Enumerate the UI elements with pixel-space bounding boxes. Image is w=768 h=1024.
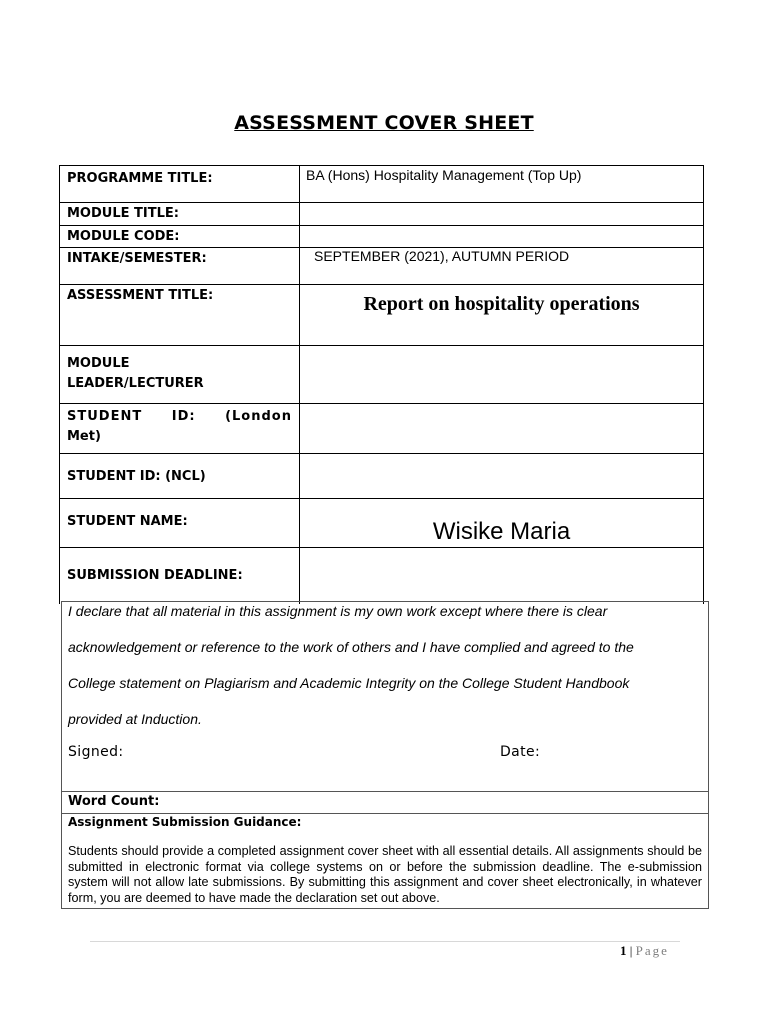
student-id-ncl-row xyxy=(59,454,704,499)
page-footer xyxy=(620,943,669,959)
module-leader-label-line2: LEADER/LECTURER xyxy=(67,376,204,391)
student-id-london-label-line1 xyxy=(67,407,292,427)
student-id-ncl-label: STUDENT ID: (NCL) xyxy=(60,454,300,498)
module-title-row xyxy=(59,203,704,226)
student-id-london-label-line2: Met) xyxy=(67,429,101,444)
declaration-line: provided at Induction. xyxy=(68,711,202,727)
module-code-row xyxy=(59,226,704,248)
intake-semester-value[interactable]: SEPTEMBER (2021), AUTUMN PERIOD xyxy=(314,248,570,264)
module-code-value[interactable] xyxy=(300,226,703,247)
declaration-text xyxy=(62,602,708,746)
date-label: Date: xyxy=(500,744,541,760)
footer-separator: | xyxy=(629,943,633,958)
programme-title-value[interactable]: BA (Hons) Hospitality Management (Top Up) xyxy=(306,167,582,183)
student-id-london-word1: STUDENT xyxy=(67,409,143,424)
guidance-text: Students should provide a completed assignment cover sheet with all essential details. All assignments should be submitted in electronic format via college systems on or before the submission deadline. The e-submission system will not allow late submissions. By submitting this assignment and cover sheet electronically, in whatever form, you are deemed to have made the declaration set out above. xyxy=(68,844,702,905)
student-name-value[interactable]: Wisike Maria xyxy=(432,518,571,545)
word-count-label: Word Count: xyxy=(62,791,708,814)
footer-divider xyxy=(90,941,680,942)
page-label: Page xyxy=(635,943,669,958)
student-id-london-word3: (London xyxy=(225,409,292,424)
student-id-london-value[interactable] xyxy=(300,404,703,453)
student-id-ncl-value[interactable] xyxy=(300,454,703,498)
module-code-label: MODULE CODE: xyxy=(60,226,300,247)
student-id-london-word2: ID: xyxy=(171,409,196,424)
declaration-line: acknowledgement or reference to the work of others and I have complied and agreed to the xyxy=(68,639,634,655)
page-number: 1 xyxy=(620,943,627,958)
assessment-title-value[interactable]: Report on hospitality operations xyxy=(363,293,640,315)
assessment-title-row xyxy=(59,285,704,346)
student-id-london-label xyxy=(60,404,300,453)
guidance-heading: Assignment Submission Guidance: xyxy=(68,815,302,829)
declaration-line: College statement on Plagiarism and Academic Integrity on the College Student Handbook xyxy=(68,675,630,691)
programme-title-label: PROGRAMME TITLE: xyxy=(60,166,300,202)
submission-deadline-value[interactable] xyxy=(300,548,703,604)
student-id-london-row xyxy=(59,404,704,454)
declaration-line: I declare that all material in this assignment is my own work except where there is clear xyxy=(68,603,608,619)
intake-semester-row xyxy=(59,248,704,285)
signed-label: Signed: xyxy=(68,744,124,760)
programme-title-row xyxy=(59,165,704,203)
module-title-label: MODULE TITLE: xyxy=(60,203,300,225)
intake-semester-label: INTAKE/SEMESTER: xyxy=(60,248,300,284)
module-title-value[interactable] xyxy=(300,203,703,225)
module-leader-value[interactable] xyxy=(300,346,703,403)
signature-row xyxy=(62,744,708,778)
student-name-label: STUDENT NAME: xyxy=(60,499,300,547)
document-title: ASSESSMENT COVER SHEET xyxy=(234,112,534,134)
declaration-box xyxy=(61,601,709,909)
module-leader-label xyxy=(60,346,300,403)
module-leader-row xyxy=(59,346,704,404)
submission-deadline-row xyxy=(59,548,704,604)
assessment-title-label: ASSESSMENT TITLE: xyxy=(60,285,300,345)
student-name-row xyxy=(59,499,704,548)
module-leader-label-line1: MODULE xyxy=(67,356,130,371)
submission-deadline-label: SUBMISSION DEADLINE: xyxy=(60,548,300,604)
cover-sheet-table xyxy=(59,165,704,604)
